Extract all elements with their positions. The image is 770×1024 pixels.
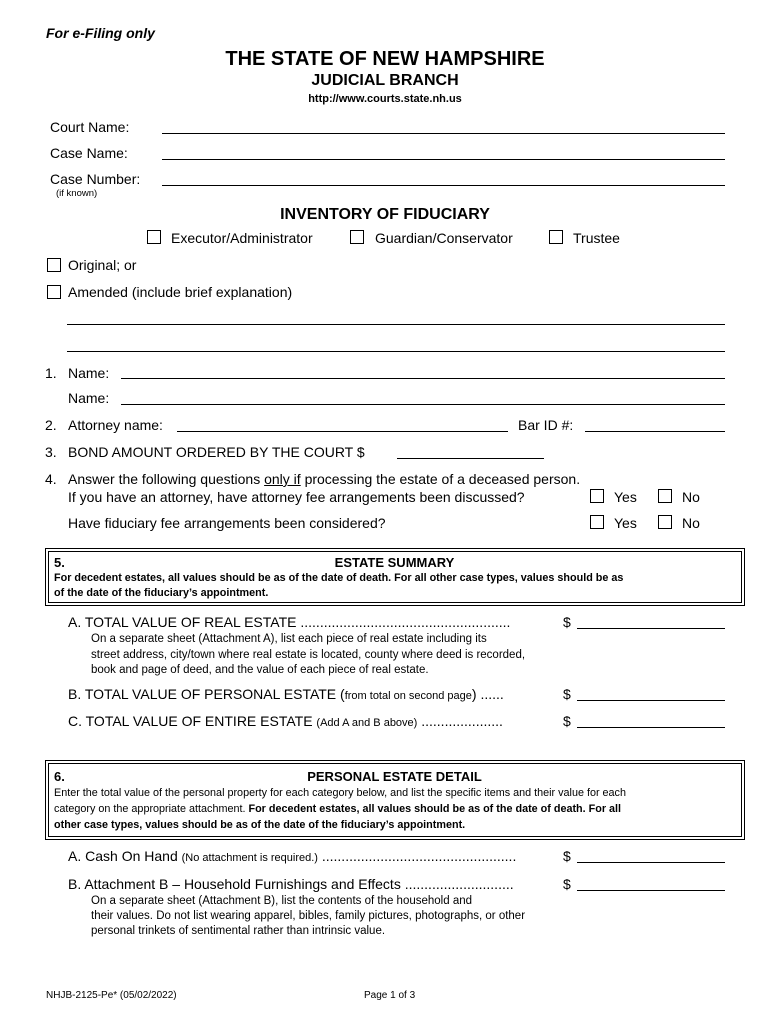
bar-id-label: Bar ID #: bbox=[518, 417, 574, 433]
section5-note-2: of the date of the fiduciary’s appointment. bbox=[54, 587, 269, 599]
real-estate-label: A. TOTAL VALUE OF REAL ESTATE ...................................................... bbox=[68, 614, 511, 630]
cash-on-hand-value-field[interactable] bbox=[577, 862, 725, 863]
real-estate-desc-3: book and page of deed, and the value of each piece of real estate. bbox=[91, 664, 429, 676]
attorney-fee-no-label: No bbox=[682, 489, 700, 505]
real-estate-desc-2: street address, city/town where real estate is located, county where deed is recorded, bbox=[91, 649, 526, 661]
item1-number: 1. bbox=[45, 365, 57, 381]
trustee-label: Trustee bbox=[573, 230, 620, 246]
section6-line-1: Enter the total value of the personal property for each category below, and list the specific items and their value for each bbox=[54, 787, 626, 799]
real-estate-desc-1: On a separate sheet (Attachment A), list each piece of real estate including its bbox=[91, 633, 487, 645]
page-number: Page 1 of 3 bbox=[364, 990, 416, 1001]
personal-estate-label: B. TOTAL VALUE OF PERSONAL ESTATE (from total on second page) ...... bbox=[68, 686, 504, 702]
section5-number: 5. bbox=[54, 555, 65, 570]
name-label-1: Name: bbox=[68, 365, 110, 381]
executor-checkbox[interactable] bbox=[147, 230, 161, 244]
attorney-fee-question: If you have an attorney, have attorney fee arrangements been discussed? bbox=[68, 489, 525, 505]
attorney-fee-no-checkbox[interactable] bbox=[658, 489, 672, 503]
name-field-1[interactable] bbox=[121, 378, 725, 379]
section6-number: 6. bbox=[54, 769, 65, 784]
bond-amount-field[interactable] bbox=[397, 458, 544, 459]
section5-title: ESTATE SUMMARY bbox=[334, 555, 455, 570]
case-name-label: Case Name: bbox=[50, 145, 128, 161]
court-name-field[interactable] bbox=[162, 133, 725, 134]
fiduciary-fee-yes-label: Yes bbox=[614, 515, 637, 531]
personal-estate-dollar: $ bbox=[563, 686, 571, 702]
attorney-fee-yes-label: Yes bbox=[614, 489, 637, 505]
section6-title: PERSONAL ESTATE DETAIL bbox=[307, 769, 482, 784]
real-estate-value-field[interactable] bbox=[577, 628, 725, 629]
personal-estate-detail-box bbox=[45, 760, 745, 840]
bar-id-field[interactable] bbox=[585, 431, 725, 432]
entire-estate-dollar: $ bbox=[563, 713, 571, 729]
guardian-label: Guardian/Conservator bbox=[375, 230, 513, 246]
name-field-2[interactable] bbox=[121, 404, 725, 405]
household-furnishings-label: B. Attachment B – Household Furnishings and Effects ............................ bbox=[68, 876, 514, 892]
case-number-label: Case Number: bbox=[50, 171, 141, 187]
guardian-checkbox[interactable] bbox=[350, 230, 364, 244]
case-name-field[interactable] bbox=[162, 159, 725, 160]
branch-title: JUDICIAL BRANCH bbox=[311, 72, 459, 89]
attorney-name-field[interactable] bbox=[177, 431, 508, 432]
attorney-name-label: Attorney name: bbox=[68, 417, 163, 433]
amended-label: Amended (include brief explanation) bbox=[68, 284, 293, 300]
name-label-2: Name: bbox=[68, 390, 110, 406]
court-url[interactable]: http://www.courts.state.nh.us bbox=[308, 93, 462, 105]
entire-estate-label: C. TOTAL VALUE OF ENTIRE ESTATE (Add A and B above) ..................... bbox=[68, 713, 503, 729]
section6-line-2: category on the appropriate attachment. For decedent estates, all values should be as of the date of death. For all bbox=[54, 803, 622, 815]
cash-on-hand-dollar: $ bbox=[563, 848, 571, 864]
real-estate-dollar: $ bbox=[563, 614, 571, 630]
fiduciary-fee-yes-checkbox[interactable] bbox=[590, 515, 604, 529]
original-label: Original; or bbox=[68, 257, 137, 273]
executor-label: Executor/Administrator bbox=[171, 230, 313, 246]
fiduciary-fee-question: Have fiduciary fee arrangements been considered? bbox=[68, 515, 386, 531]
household-desc-1: On a separate sheet (Attachment B), list the contents of the household and bbox=[91, 895, 473, 907]
section5-note-1: For decedent estates, all values should be as of the date of death. For all other case types, values should be as bbox=[54, 572, 624, 584]
trustee-checkbox[interactable] bbox=[549, 230, 563, 244]
section6-line-3: other case types, values should be as of the date of the fiduciary’s appointment. bbox=[54, 819, 466, 831]
case-number-field[interactable] bbox=[162, 185, 725, 186]
amended-explanation-line-2[interactable] bbox=[67, 351, 725, 352]
household-furnishings-dollar: $ bbox=[563, 876, 571, 892]
if-known-note: (if known) bbox=[56, 188, 98, 199]
household-furnishings-value-field[interactable] bbox=[577, 890, 725, 891]
item3-number: 3. bbox=[45, 444, 57, 460]
item2-number: 2. bbox=[45, 417, 57, 433]
efiling-note: For e-Filing only bbox=[46, 25, 155, 41]
cash-on-hand-label: A. Cash On Hand (No attachment is required.) .................................................. bbox=[68, 848, 517, 864]
court-name-label: Court Name: bbox=[50, 119, 130, 135]
state-title: THE STATE OF NEW HAMPSHIRE bbox=[225, 48, 545, 70]
amended-explanation-line-1[interactable] bbox=[67, 324, 725, 325]
attorney-fee-yes-checkbox[interactable] bbox=[590, 489, 604, 503]
amended-checkbox[interactable] bbox=[47, 285, 61, 299]
item4-intro: Answer the following questions only if processing the estate of a deceased person. bbox=[68, 471, 581, 487]
original-checkbox[interactable] bbox=[47, 258, 61, 272]
entire-estate-value-field[interactable] bbox=[577, 727, 725, 728]
estate-summary-box bbox=[45, 548, 745, 606]
fiduciary-fee-no-checkbox[interactable] bbox=[658, 515, 672, 529]
item4-number: 4. bbox=[45, 471, 57, 487]
fiduciary-fee-no-label: No bbox=[682, 515, 700, 531]
personal-estate-value-field[interactable] bbox=[577, 700, 725, 701]
bond-amount-label: BOND AMOUNT ORDERED BY THE COURT $ bbox=[68, 444, 365, 460]
household-desc-3: personal trinkets of sentimental rather than intrinsic value. bbox=[91, 925, 386, 937]
form-title: INVENTORY OF FIDUCIARY bbox=[280, 206, 490, 223]
form-id: NHJB-2125-Pe* (05/02/2022) bbox=[46, 990, 177, 1001]
household-desc-2: their values. Do not list wearing apparel, bibles, family pictures, photographs, or other bbox=[91, 910, 526, 922]
